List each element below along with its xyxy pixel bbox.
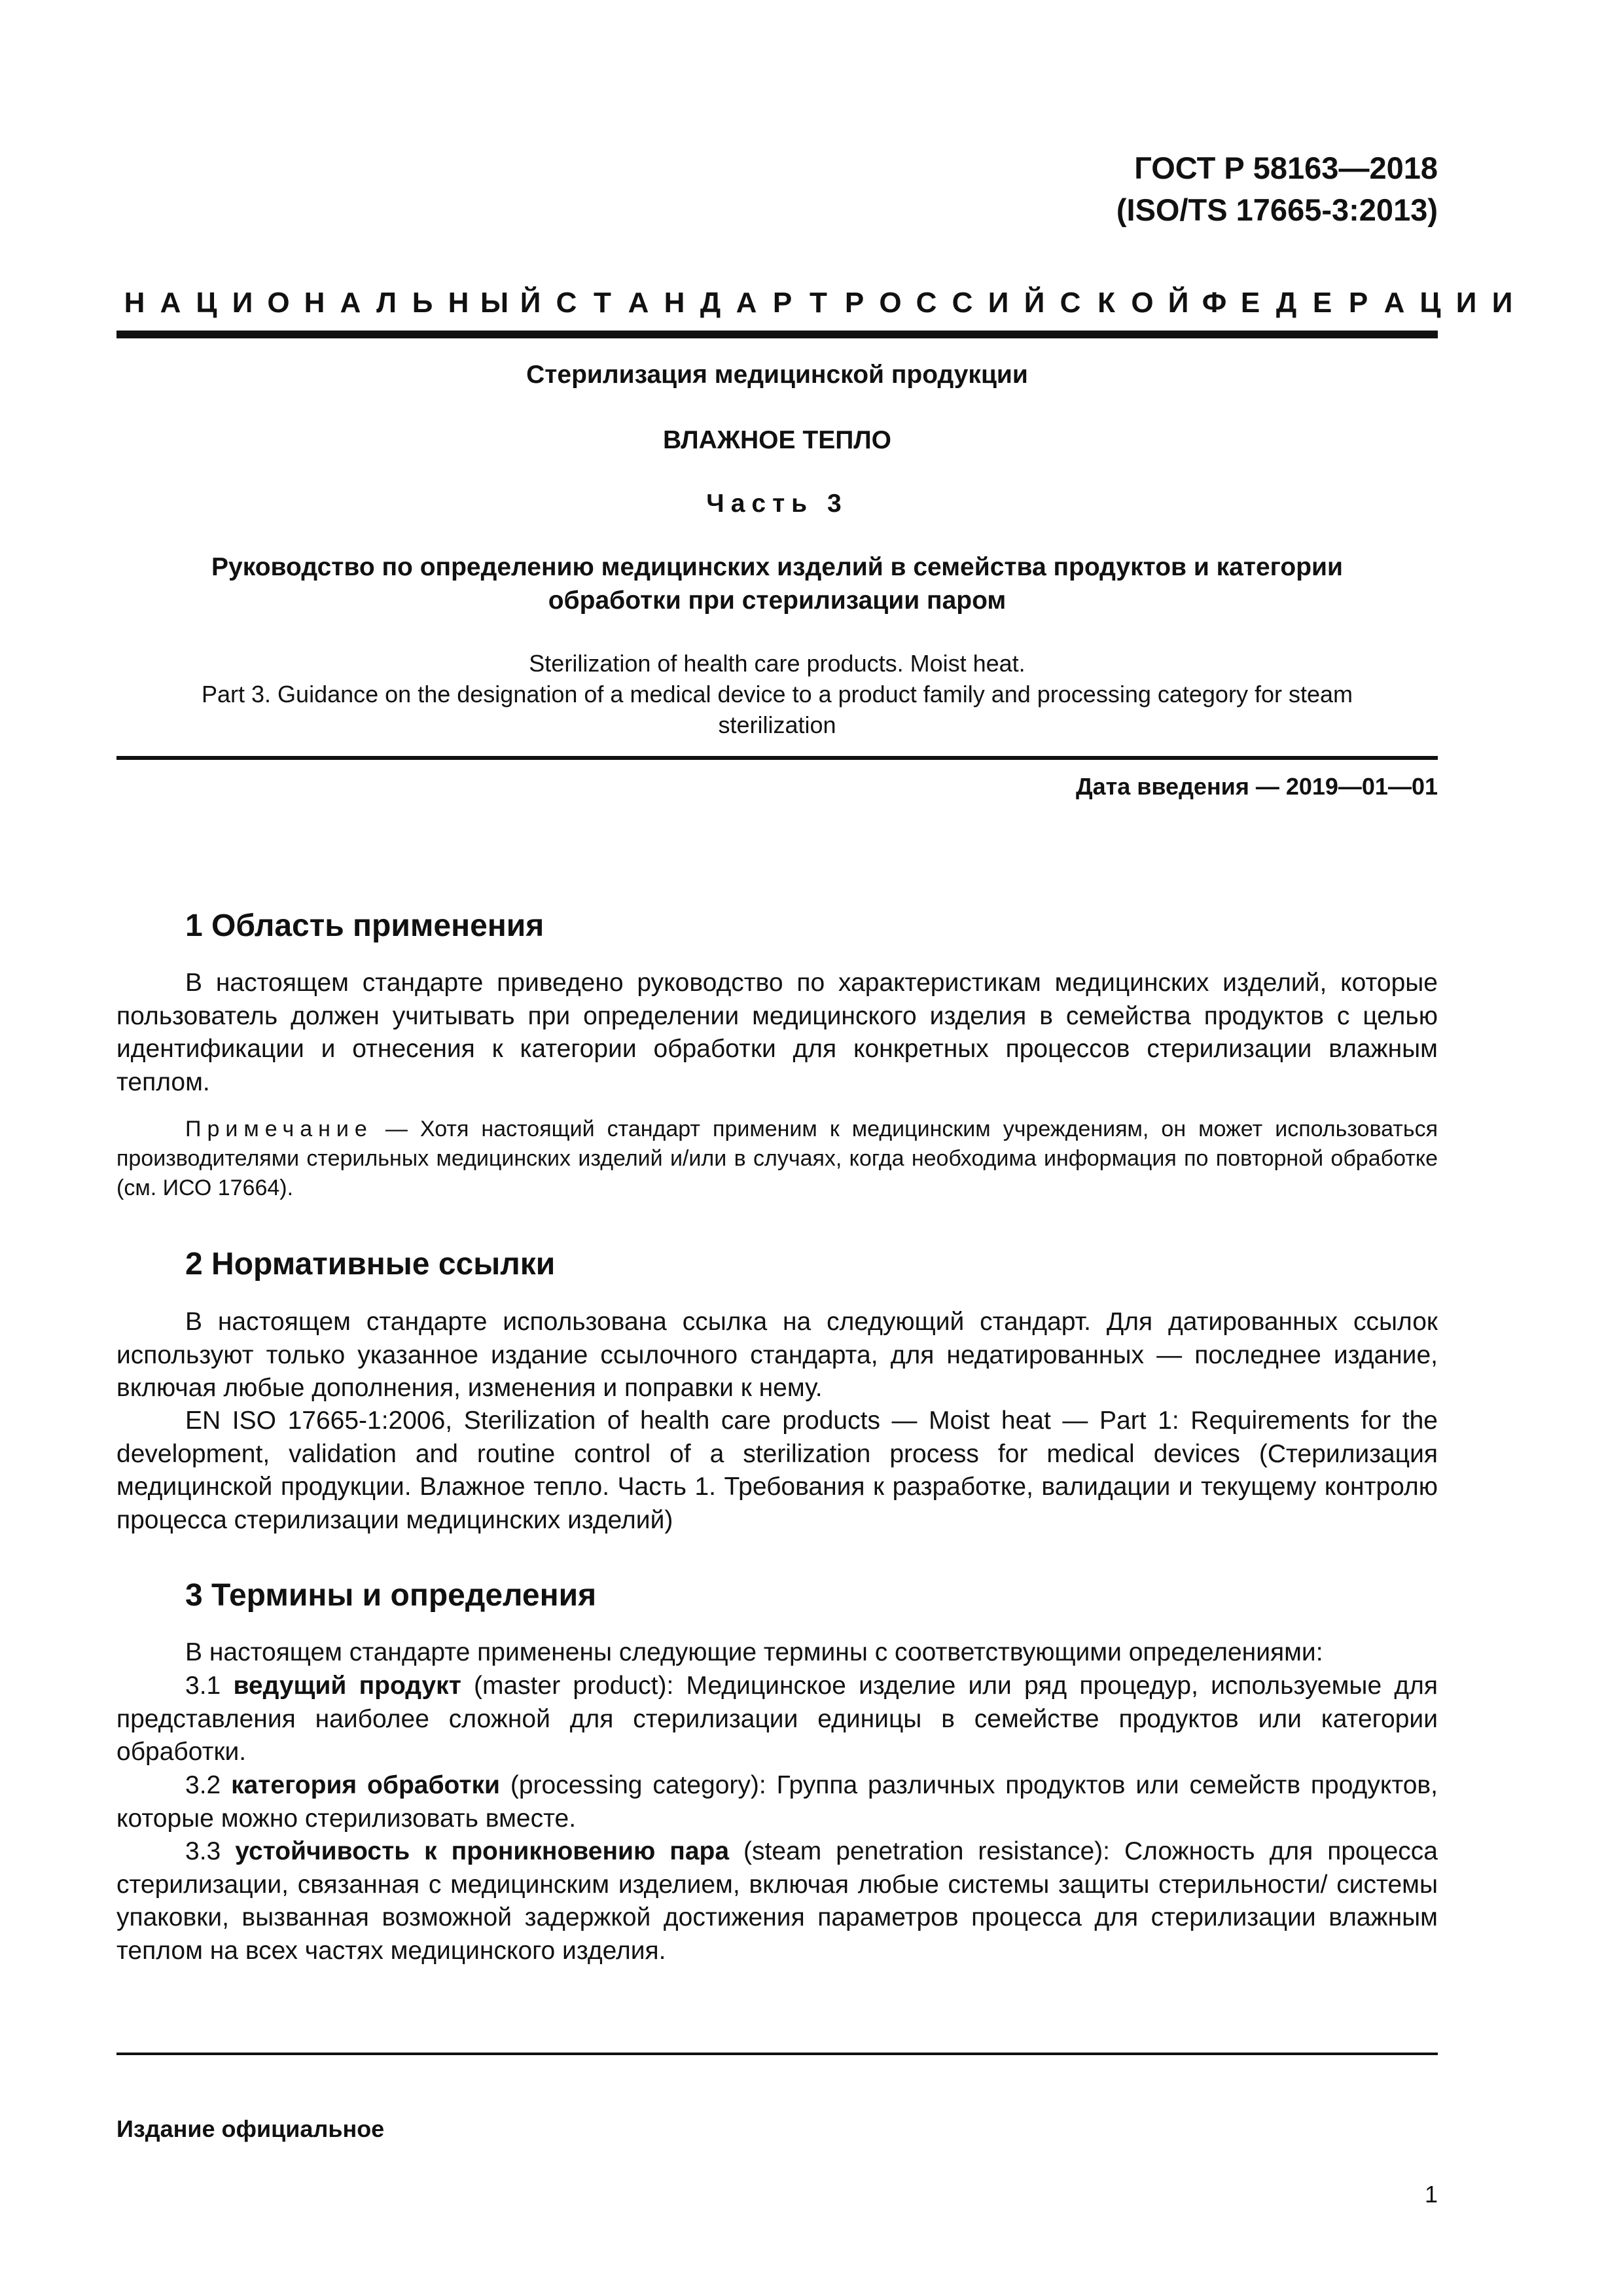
national-banner-letter: С bbox=[952, 287, 973, 319]
national-banner-letter: Н bbox=[664, 287, 685, 319]
standard-code bbox=[1116, 147, 1438, 231]
term-name: категория обработки bbox=[231, 1771, 501, 1799]
term-definition: (steam penetration resistance): Сложность для процесса стерилизации, связанная с медицинским изделием, включая любые системы защиты стерильности/ системы упаковки, вызванная возможной задержкой достижения параметров процесса для стерилизации влажным теплом на всех частях медицинского изделия. bbox=[116, 1837, 1438, 1965]
national-banner-letter: Е bbox=[1240, 287, 1260, 319]
standard-code-iso: (ISO/TS 17665-3:2013) bbox=[1116, 192, 1438, 227]
term-3-2 bbox=[116, 1769, 1438, 1835]
national-banner-word bbox=[548, 285, 836, 321]
national-banner-letter: Д bbox=[700, 287, 721, 319]
section-3-intro: В настоящем стандарте применены следующие термины с соответствующими определениями: bbox=[185, 1638, 1323, 1666]
section-2-paragraph-1: В настоящем стандарте использована ссылка на следующий стандарт. Для датированных ссылок используют только указанное издание ссылочного стандарта, для недатированных — последнее издание, включая любые дополнения, изменения и поправки к нему. bbox=[116, 1308, 1438, 1402]
section-2-heading: 2 Нормативные ссылки bbox=[185, 1247, 556, 1282]
national-banner-letter: Т bbox=[594, 287, 611, 319]
national-banner-letter: Н bbox=[448, 287, 469, 319]
section-1-note bbox=[116, 1115, 1438, 1203]
section-1-heading: 1 Область применения bbox=[185, 908, 544, 943]
national-banner-letter: Ы bbox=[480, 287, 509, 319]
national-banner-letter: С bbox=[556, 287, 577, 319]
national-standard-banner bbox=[116, 285, 1513, 321]
national-banner-letter: С bbox=[916, 287, 937, 319]
official-edition-label: Издание официальное bbox=[116, 2115, 385, 2142]
national-banner-letter: С bbox=[1060, 287, 1081, 319]
national-banner-letter: Р bbox=[1348, 287, 1368, 319]
national-banner-letter: А bbox=[1383, 287, 1405, 319]
term-name: устойчивость к проникновению пара bbox=[235, 1837, 730, 1865]
term-3-1 bbox=[116, 1670, 1438, 1769]
introduction-date: Дата введения — 2019—01—01 bbox=[1075, 773, 1438, 800]
national-banner-letter: Й bbox=[1024, 287, 1045, 319]
national-banner-letter: Ц bbox=[196, 287, 217, 319]
national-banner-letter: О bbox=[879, 287, 902, 319]
national-banner-letter: Н bbox=[304, 287, 325, 319]
national-banner-letter: Ь bbox=[412, 287, 433, 319]
english-title-3: sterilization bbox=[718, 711, 836, 738]
national-banner-letter: Н bbox=[124, 287, 145, 319]
national-banner-letter: А bbox=[160, 287, 181, 319]
national-banner-letter: Е bbox=[1312, 287, 1332, 319]
standard-code-gost: ГОСТ Р 58163—2018 bbox=[1134, 151, 1438, 185]
national-banner-letter: К bbox=[1097, 287, 1115, 319]
national-banner-letter: Т bbox=[810, 287, 827, 319]
national-banner-letter: И bbox=[1455, 287, 1477, 319]
section-2-paragraph-2: EN ISO 17665-1:2006, Sterilization of health care products — Moist heat — Part 1: Requirements for the development, validation and routine control of a sterilization process for medical devices (Стерилизация медицинской продукции. Влажное тепло. Часть 1. Требования к разработке, валидации и текущему контролю процесса стерилизации медицинских изделий) bbox=[116, 1407, 1438, 1534]
national-banner-letter: Р bbox=[844, 287, 865, 319]
term-3-3 bbox=[116, 1835, 1438, 1967]
term-number: 3.1 bbox=[185, 1672, 234, 1700]
header-rule bbox=[116, 331, 1438, 338]
national-banner-letter: Д bbox=[1275, 287, 1297, 319]
english-title-2: Part 3. Guidance on the designation of a medical device to a product family and processing category for steam bbox=[202, 681, 1353, 708]
national-banner-letter: Й bbox=[520, 287, 541, 319]
national-banner-letter: О bbox=[1131, 287, 1154, 319]
national-banner-letter: Ц bbox=[1419, 287, 1441, 319]
title-part: Часть 3 bbox=[706, 490, 848, 518]
term-definition: (processing category): Группа различных продуктов или семейств продуктов, которые можно стерилизовать вместе. bbox=[116, 1771, 1438, 1833]
national-banner-letter: И bbox=[988, 287, 1009, 319]
note-label: Примечание bbox=[185, 1117, 373, 1141]
national-banner-letter: И bbox=[1491, 287, 1513, 319]
term-number: 3.3 bbox=[185, 1837, 236, 1865]
title-line-4b: обработки при стерилизации паром bbox=[548, 586, 1007, 615]
section-1-paragraph: В настоящем стандарте приведено руководство по характеристикам медицинских изделий, которые пользователь должен учитывать при определении медицинского изделия в семейства продуктов с целью идентификации и отнесения к категории обработки для конкретных процессов стерилизации влажным теплом. bbox=[116, 969, 1438, 1096]
national-banner-letter: Ф bbox=[1202, 287, 1227, 319]
national-banner-word bbox=[1196, 285, 1520, 321]
national-banner-letter: Л bbox=[376, 287, 397, 319]
note-text: — Хотя настоящий стандарт применим к медицинским учреждениям, он может использоваться производителями стерильных медицинских изделий и/или в случаях, когда необходима информация по повторной обработке (см. ИСО 17664). bbox=[116, 1117, 1438, 1200]
national-banner-letter: А bbox=[340, 287, 361, 319]
national-banner-word bbox=[836, 285, 1196, 321]
title-line-2: ВЛАЖНОЕ ТЕПЛО bbox=[663, 426, 891, 454]
page-number: 1 bbox=[1424, 2181, 1438, 2208]
national-banner-letter: О bbox=[267, 287, 290, 319]
national-banner-letter: А bbox=[628, 287, 649, 319]
section-3-heading: 3 Термины и определения bbox=[185, 1578, 597, 1613]
title-line-1: Стерилизация медицинской продукции bbox=[526, 361, 1028, 389]
term-number: 3.2 bbox=[185, 1771, 232, 1799]
term-name: ведущий продукт bbox=[233, 1672, 461, 1700]
title-line-4a: Руководство по определению медицинских изделий в семейства продуктов и категории bbox=[211, 553, 1343, 581]
english-title-1: Sterilization of health care products. Moist heat. bbox=[529, 650, 1026, 677]
title-rule bbox=[116, 756, 1438, 760]
term-definition: (master product): Медицинское изделие или ряд процедур, используемые для представления наиболее сложной для стерилизации единицы в семействе продуктов или категории обработки. bbox=[116, 1672, 1438, 1766]
national-banner-letter: А bbox=[736, 287, 757, 319]
footer-rule bbox=[116, 2053, 1438, 2055]
national-banner-letter: Р bbox=[772, 287, 793, 319]
national-banner-letter: И bbox=[232, 287, 253, 319]
national-banner-letter: Й bbox=[1168, 287, 1189, 319]
national-banner-word bbox=[116, 285, 548, 321]
